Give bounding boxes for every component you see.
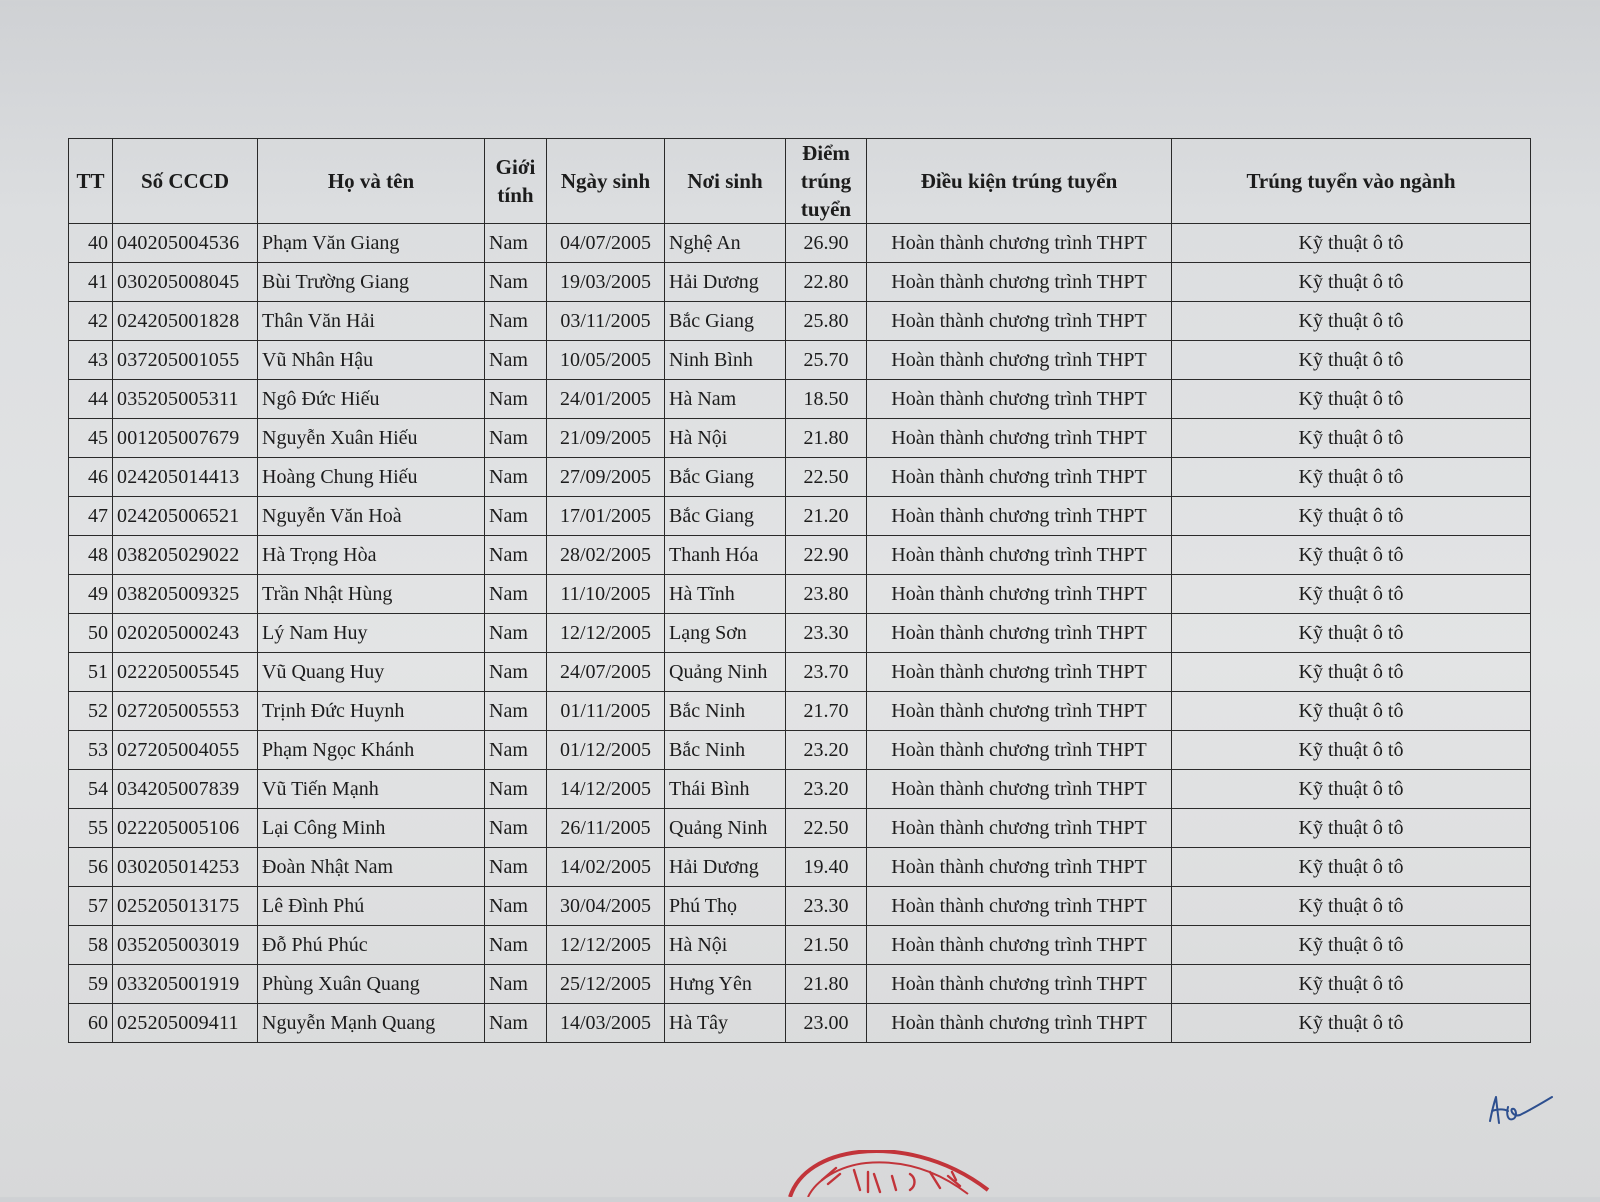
cell-name: Vũ Quang Huy — [258, 653, 485, 692]
cell-condition: Hoàn thành chương trình THPT — [867, 380, 1172, 419]
cell-dob: 25/12/2005 — [547, 965, 665, 1004]
cell-gender: Nam — [485, 926, 547, 965]
cell-place: Hải Dương — [665, 848, 786, 887]
cell-major: Kỹ thuật ô tô — [1172, 692, 1531, 731]
cell-major: Kỹ thuật ô tô — [1172, 497, 1531, 536]
cell-condition: Hoàn thành chương trình THPT — [867, 224, 1172, 263]
cell-tt: 42 — [69, 302, 113, 341]
cell-tt: 45 — [69, 419, 113, 458]
cell-major: Kỹ thuật ô tô — [1172, 536, 1531, 575]
cell-dob: 14/12/2005 — [547, 770, 665, 809]
cell-score: 21.70 — [786, 692, 867, 731]
cell-place: Hà Nam — [665, 380, 786, 419]
table-row — [69, 1004, 1531, 1043]
cell-place: Nghệ An — [665, 224, 786, 263]
cell-score: 22.80 — [786, 263, 867, 302]
cell-cccd: 035205005311 — [113, 380, 258, 419]
cell-name: Phùng Xuân Quang — [258, 965, 485, 1004]
cell-dob: 12/12/2005 — [547, 614, 665, 653]
cell-cccd: 034205007839 — [113, 770, 258, 809]
cell-name: Vũ Nhân Hậu — [258, 341, 485, 380]
cell-gender: Nam — [485, 653, 547, 692]
cell-score: 25.70 — [786, 341, 867, 380]
cell-gender: Nam — [485, 614, 547, 653]
cell-dob: 30/04/2005 — [547, 887, 665, 926]
cell-name: Hà Trọng Hòa — [258, 536, 485, 575]
cell-major: Kỹ thuật ô tô — [1172, 887, 1531, 926]
cell-score: 21.80 — [786, 419, 867, 458]
cell-dob: 24/07/2005 — [547, 653, 665, 692]
header-score-line3: tuyển — [800, 197, 852, 221]
cell-name: Phạm Ngọc Khánh — [258, 731, 485, 770]
cell-cccd: 001205007679 — [113, 419, 258, 458]
cell-name: Đỗ Phú Phúc — [258, 926, 485, 965]
cell-condition: Hoàn thành chương trình THPT — [867, 926, 1172, 965]
cell-place: Phú Thọ — [665, 887, 786, 926]
cell-name: Vũ Tiến Mạnh — [258, 770, 485, 809]
cell-name: Bùi Trường Giang — [258, 263, 485, 302]
cell-cccd: 025205013175 — [113, 887, 258, 926]
header-dob: Ngày sinh — [547, 139, 665, 224]
table-row — [69, 419, 1531, 458]
cell-score: 23.30 — [786, 887, 867, 926]
cell-tt: 51 — [69, 653, 113, 692]
cell-tt: 55 — [69, 809, 113, 848]
cell-cccd: 024205001828 — [113, 302, 258, 341]
cell-name: Nguyễn Mạnh Quang — [258, 1004, 485, 1043]
cell-gender: Nam — [485, 458, 547, 497]
cell-name: Lê Đình Phú — [258, 887, 485, 926]
cell-gender: Nam — [485, 575, 547, 614]
header-score-line1: Điểm — [802, 141, 850, 165]
cell-condition: Hoàn thành chương trình THPT — [867, 770, 1172, 809]
cell-score: 22.50 — [786, 809, 867, 848]
cell-condition: Hoàn thành chương trình THPT — [867, 653, 1172, 692]
cell-name: Nguyễn Văn Hoà — [258, 497, 485, 536]
cell-condition: Hoàn thành chương trình THPT — [867, 692, 1172, 731]
cell-place: Thái Bình — [665, 770, 786, 809]
cell-tt: 41 — [69, 263, 113, 302]
cell-name: Hoàng Chung Hiếu — [258, 458, 485, 497]
cell-tt: 59 — [69, 965, 113, 1004]
table-row — [69, 809, 1531, 848]
header-name: Họ và tên — [258, 139, 485, 224]
cell-cccd: 030205008045 — [113, 263, 258, 302]
cell-dob: 11/10/2005 — [547, 575, 665, 614]
table-row — [69, 692, 1531, 731]
cell-cccd: 022205005106 — [113, 809, 258, 848]
cell-score: 23.80 — [786, 575, 867, 614]
cell-tt: 50 — [69, 614, 113, 653]
cell-place: Bắc Giang — [665, 458, 786, 497]
cell-major: Kỹ thuật ô tô — [1172, 302, 1531, 341]
cell-major: Kỹ thuật ô tô — [1172, 926, 1531, 965]
cell-name: Lại Công Minh — [258, 809, 485, 848]
cell-condition: Hoàn thành chương trình THPT — [867, 263, 1172, 302]
cell-place: Ninh Bình — [665, 341, 786, 380]
table-row — [69, 224, 1531, 263]
cell-dob: 17/01/2005 — [547, 497, 665, 536]
header-gender-line2: tính — [497, 183, 534, 207]
cell-gender: Nam — [485, 263, 547, 302]
red-seal-stamp-icon — [784, 1150, 994, 1202]
cell-score: 26.90 — [786, 224, 867, 263]
cell-score: 21.50 — [786, 926, 867, 965]
cell-condition: Hoàn thành chương trình THPT — [867, 731, 1172, 770]
cell-cccd: 022205005545 — [113, 653, 258, 692]
header-condition: Điều kiện trúng tuyển — [867, 139, 1172, 224]
cell-cccd: 024205014413 — [113, 458, 258, 497]
cell-place: Hà Tĩnh — [665, 575, 786, 614]
cell-dob: 10/05/2005 — [547, 341, 665, 380]
cell-dob: 04/07/2005 — [547, 224, 665, 263]
cell-place: Hưng Yên — [665, 965, 786, 1004]
cell-gender: Nam — [485, 224, 547, 263]
table-row — [69, 614, 1531, 653]
cell-score: 22.90 — [786, 536, 867, 575]
cell-dob: 26/11/2005 — [547, 809, 665, 848]
table-row — [69, 887, 1531, 926]
header-gender — [485, 139, 547, 224]
header-score-line2: trúng — [800, 169, 852, 193]
cell-place: Bắc Ninh — [665, 731, 786, 770]
cell-score: 21.80 — [786, 965, 867, 1004]
cell-place: Hải Dương — [665, 263, 786, 302]
cell-gender: Nam — [485, 809, 547, 848]
cell-gender: Nam — [485, 848, 547, 887]
table-row — [69, 848, 1531, 887]
table-row — [69, 653, 1531, 692]
cell-score: 23.00 — [786, 1004, 867, 1043]
table-row — [69, 341, 1531, 380]
cell-dob: 14/03/2005 — [547, 1004, 665, 1043]
cell-tt: 48 — [69, 536, 113, 575]
cell-dob: 28/02/2005 — [547, 536, 665, 575]
cell-gender: Nam — [485, 1004, 547, 1043]
cell-place: Bắc Giang — [665, 302, 786, 341]
cell-gender: Nam — [485, 536, 547, 575]
table-row — [69, 458, 1531, 497]
cell-major: Kỹ thuật ô tô — [1172, 614, 1531, 653]
table-row — [69, 731, 1531, 770]
cell-place: Thanh Hóa — [665, 536, 786, 575]
cell-dob: 01/11/2005 — [547, 692, 665, 731]
cell-name: Phạm Văn Giang — [258, 224, 485, 263]
cell-tt: 49 — [69, 575, 113, 614]
cell-major: Kỹ thuật ô tô — [1172, 263, 1531, 302]
cell-name: Lý Nam Huy — [258, 614, 485, 653]
cell-major: Kỹ thuật ô tô — [1172, 731, 1531, 770]
cell-place: Bắc Giang — [665, 497, 786, 536]
header-score — [786, 139, 867, 224]
cell-condition: Hoàn thành chương trình THPT — [867, 1004, 1172, 1043]
cell-dob: 14/02/2005 — [547, 848, 665, 887]
cell-cccd: 024205006521 — [113, 497, 258, 536]
table-row — [69, 263, 1531, 302]
cell-gender: Nam — [485, 965, 547, 1004]
cell-name: Nguyễn Xuân Hiếu — [258, 419, 485, 458]
table-row — [69, 380, 1531, 419]
cell-major: Kỹ thuật ô tô — [1172, 1004, 1531, 1043]
cell-tt: 54 — [69, 770, 113, 809]
cell-tt: 53 — [69, 731, 113, 770]
cell-score: 21.20 — [786, 497, 867, 536]
cell-dob: 24/01/2005 — [547, 380, 665, 419]
cell-score: 23.20 — [786, 731, 867, 770]
cell-gender: Nam — [485, 731, 547, 770]
cell-tt: 56 — [69, 848, 113, 887]
cell-condition: Hoàn thành chương trình THPT — [867, 536, 1172, 575]
table-row — [69, 497, 1531, 536]
cell-condition: Hoàn thành chương trình THPT — [867, 887, 1172, 926]
cell-major: Kỹ thuật ô tô — [1172, 965, 1531, 1004]
cell-name: Đoàn Nhật Nam — [258, 848, 485, 887]
cell-condition: Hoàn thành chương trình THPT — [867, 341, 1172, 380]
cell-major: Kỹ thuật ô tô — [1172, 575, 1531, 614]
table-row — [69, 965, 1531, 1004]
cell-place: Hà Nội — [665, 926, 786, 965]
cell-cccd: 027205005553 — [113, 692, 258, 731]
cell-name: Trịnh Đức Huynh — [258, 692, 485, 731]
header-tt: TT — [69, 139, 113, 224]
table-row — [69, 302, 1531, 341]
cell-dob: 21/09/2005 — [547, 419, 665, 458]
cell-gender: Nam — [485, 692, 547, 731]
cell-tt: 47 — [69, 497, 113, 536]
cell-place: Hà Tây — [665, 1004, 786, 1043]
cell-place: Hà Nội — [665, 419, 786, 458]
cell-major: Kỹ thuật ô tô — [1172, 380, 1531, 419]
cell-score: 23.20 — [786, 770, 867, 809]
cell-cccd: 037205001055 — [113, 341, 258, 380]
admission-table — [68, 138, 1531, 1043]
table-row — [69, 575, 1531, 614]
cell-name: Ngô Đức Hiếu — [258, 380, 485, 419]
header-place: Nơi sinh — [665, 139, 786, 224]
cell-major: Kỹ thuật ô tô — [1172, 341, 1531, 380]
cell-tt: 57 — [69, 887, 113, 926]
cell-condition: Hoàn thành chương trình THPT — [867, 419, 1172, 458]
cell-major: Kỹ thuật ô tô — [1172, 809, 1531, 848]
table-row — [69, 926, 1531, 965]
cell-name: Thân Văn Hải — [258, 302, 485, 341]
cell-condition: Hoàn thành chương trình THPT — [867, 575, 1172, 614]
cell-tt: 60 — [69, 1004, 113, 1043]
cell-dob: 01/12/2005 — [547, 731, 665, 770]
cell-cccd: 040205004536 — [113, 224, 258, 263]
cell-gender: Nam — [485, 341, 547, 380]
cell-tt: 40 — [69, 224, 113, 263]
cell-tt: 44 — [69, 380, 113, 419]
cell-cccd: 038205029022 — [113, 536, 258, 575]
cell-gender: Nam — [485, 887, 547, 926]
cell-tt: 52 — [69, 692, 113, 731]
cell-major: Kỹ thuật ô tô — [1172, 458, 1531, 497]
cell-gender: Nam — [485, 302, 547, 341]
cell-cccd: 030205014253 — [113, 848, 258, 887]
cell-major: Kỹ thuật ô tô — [1172, 848, 1531, 887]
cell-place: Bắc Ninh — [665, 692, 786, 731]
header-major: Trúng tuyển vào ngành — [1172, 139, 1531, 224]
handwritten-initials-icon — [1486, 1093, 1556, 1132]
cell-score: 25.80 — [786, 302, 867, 341]
cell-dob: 03/11/2005 — [547, 302, 665, 341]
table-body — [69, 224, 1531, 1043]
cell-condition: Hoàn thành chương trình THPT — [867, 809, 1172, 848]
table-header-row — [69, 139, 1531, 224]
cell-major: Kỹ thuật ô tô — [1172, 419, 1531, 458]
table-row — [69, 770, 1531, 809]
table-row — [69, 536, 1531, 575]
cell-score: 23.30 — [786, 614, 867, 653]
cell-score: 23.70 — [786, 653, 867, 692]
cell-condition: Hoàn thành chương trình THPT — [867, 965, 1172, 1004]
cell-dob: 12/12/2005 — [547, 926, 665, 965]
cell-cccd: 027205004055 — [113, 731, 258, 770]
cell-cccd: 035205003019 — [113, 926, 258, 965]
cell-score: 22.50 — [786, 458, 867, 497]
cell-dob: 19/03/2005 — [547, 263, 665, 302]
cell-place: Quảng Ninh — [665, 653, 786, 692]
cell-gender: Nam — [485, 497, 547, 536]
cell-score: 18.50 — [786, 380, 867, 419]
cell-tt: 58 — [69, 926, 113, 965]
cell-gender: Nam — [485, 380, 547, 419]
cell-gender: Nam — [485, 770, 547, 809]
cell-major: Kỹ thuật ô tô — [1172, 653, 1531, 692]
cell-place: Quảng Ninh — [665, 809, 786, 848]
cell-gender: Nam — [485, 419, 547, 458]
cell-cccd: 033205001919 — [113, 965, 258, 1004]
cell-tt: 43 — [69, 341, 113, 380]
cell-name: Trần Nhật Hùng — [258, 575, 485, 614]
header-cccd: Số CCCD — [113, 139, 258, 224]
cell-score: 19.40 — [786, 848, 867, 887]
cell-condition: Hoàn thành chương trình THPT — [867, 497, 1172, 536]
cell-cccd: 020205000243 — [113, 614, 258, 653]
cell-condition: Hoàn thành chương trình THPT — [867, 302, 1172, 341]
cell-tt: 46 — [69, 458, 113, 497]
cell-condition: Hoàn thành chương trình THPT — [867, 458, 1172, 497]
cell-cccd: 025205009411 — [113, 1004, 258, 1043]
cell-condition: Hoàn thành chương trình THPT — [867, 614, 1172, 653]
header-gender-line1: Giới — [495, 155, 536, 179]
cell-condition: Hoàn thành chương trình THPT — [867, 848, 1172, 887]
cell-dob: 27/09/2005 — [547, 458, 665, 497]
cell-major: Kỹ thuật ô tô — [1172, 224, 1531, 263]
cell-cccd: 038205009325 — [113, 575, 258, 614]
cell-major: Kỹ thuật ô tô — [1172, 770, 1531, 809]
cell-place: Lạng Sơn — [665, 614, 786, 653]
